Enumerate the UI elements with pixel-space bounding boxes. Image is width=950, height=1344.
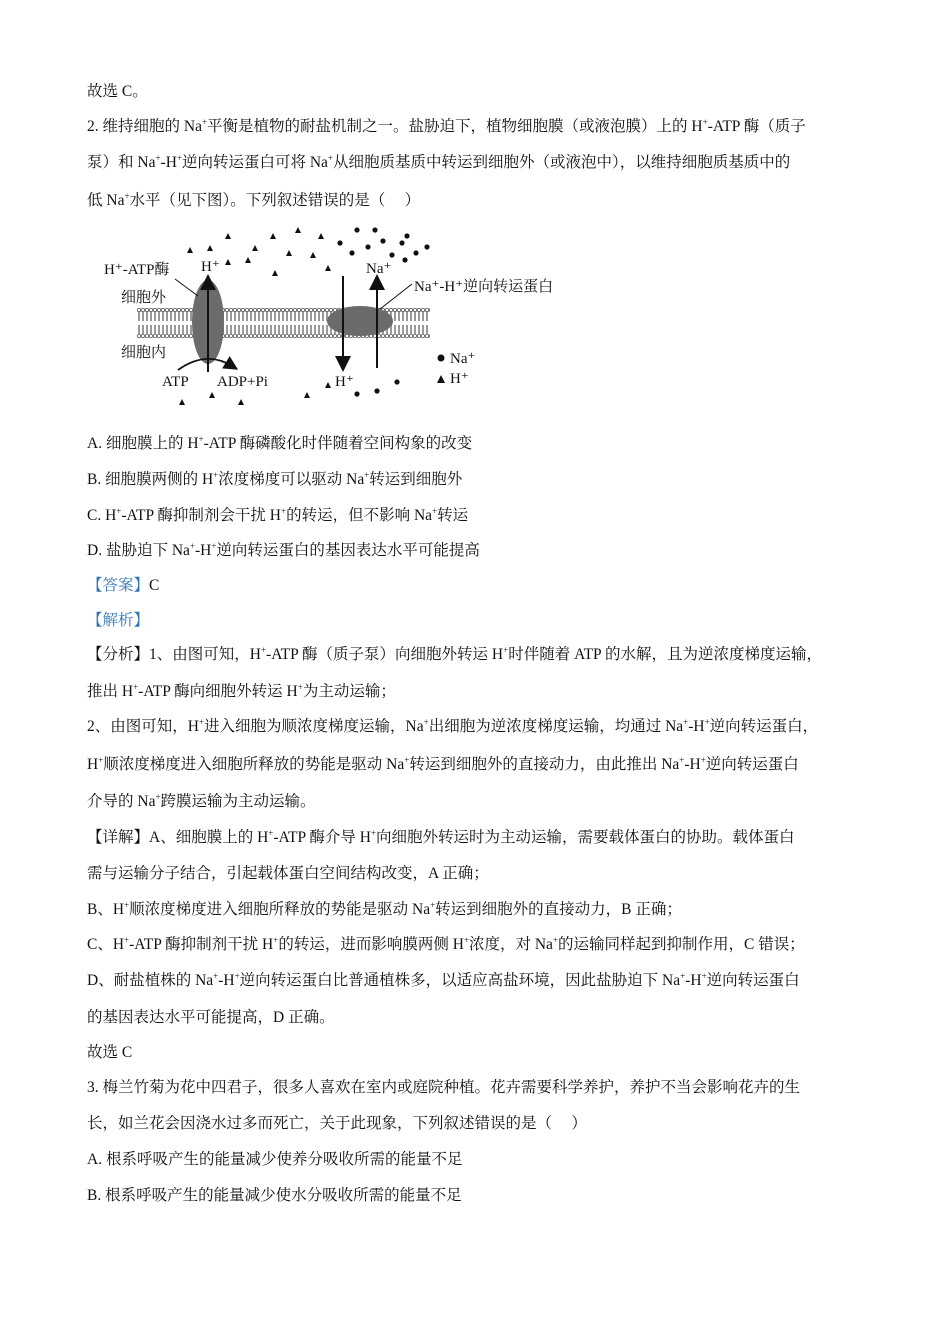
text-segment: + — [211, 541, 217, 551]
text-segment: 逆向转运蛋白可将 Na — [181, 154, 328, 171]
text-segment: + — [503, 645, 509, 655]
text-segment: H — [87, 756, 99, 773]
text-segment: -H — [684, 756, 701, 773]
text-segment: + — [260, 645, 267, 655]
enzyme-leader-line — [175, 279, 198, 296]
text-segment: + — [280, 506, 287, 516]
text-segment: 逆向转运蛋白的基因表达水平可能提高 — [216, 542, 480, 559]
text-segment: 平衡是植物的耐盐机制之一。盐胁迫下，植物细胞膜（或液泡膜）上的 H — [207, 118, 703, 135]
text-segment: + — [155, 153, 161, 163]
text-segment: + — [423, 717, 429, 727]
text-segment: -ATP 酶抑制剂干扰 H — [129, 936, 274, 953]
h-bottom-label: H⁺ — [335, 374, 354, 390]
text-segment: 浓度梯度可以驱动 Na — [218, 471, 365, 488]
text-segment: B. 根系呼吸产生的能量减少使水分吸收所需的能量不足 — [87, 1187, 462, 1204]
text-segment: 跨膜运输为主动运输。 — [160, 793, 316, 810]
h-ion-triangle — [225, 259, 231, 265]
text-segment: 介导的 Na — [87, 793, 156, 810]
text-segment: 从细胞质基质中转运到细胞外（或液泡中），以维持细胞质基质中的 — [333, 154, 791, 171]
text-segment: + — [198, 717, 205, 727]
text-segment: 故选 C。 — [87, 83, 148, 100]
text-segment: + — [327, 153, 333, 163]
text-segment: 逆向转运蛋白， — [709, 718, 819, 735]
text-segment: + — [213, 470, 219, 480]
text-segment: + — [116, 506, 122, 516]
na-ion-dot — [424, 244, 429, 249]
text-line — [87, 541, 480, 561]
text-line — [87, 1150, 462, 1170]
text-segment: -ATP 酶介导 H — [273, 829, 371, 846]
text-segment: 逆向转运蛋白 — [705, 756, 799, 773]
text-line — [87, 971, 800, 991]
text-segment: 2、由图可知，H — [87, 718, 199, 735]
text-segment: + — [268, 828, 274, 838]
text-segment: 转运到细胞外的直接动力，由此推出 Na — [409, 756, 680, 773]
text-segment: + — [273, 935, 279, 945]
text-segment: C、H — [87, 936, 125, 953]
h-ion-triangle — [270, 233, 276, 239]
h-ion-triangle — [238, 399, 244, 405]
atp-label: ATP — [162, 374, 189, 390]
h-ion-triangle — [272, 270, 278, 276]
h-ion-triangle — [304, 392, 310, 398]
na-ion-dot — [389, 252, 394, 257]
text-line — [87, 792, 316, 812]
na-ion-dot — [365, 244, 370, 249]
na-ion-dot — [354, 391, 359, 396]
h-ion-triangle — [209, 392, 215, 398]
text-line — [87, 900, 682, 920]
h-ion-triangle — [325, 265, 331, 271]
text-line — [87, 717, 818, 737]
h-top-label: H⁺ — [201, 259, 220, 275]
text-line — [87, 434, 472, 454]
h-ion-triangle — [187, 247, 193, 253]
text-line — [87, 682, 396, 702]
antiporter-leader-line — [380, 284, 412, 309]
h-ion-triangle — [245, 257, 251, 263]
text-segment: 的基因表达水平可能提高，D 正确。 — [87, 1009, 335, 1026]
text-segment: B、H — [87, 901, 125, 918]
text-line — [87, 576, 159, 596]
h-ion-triangle — [225, 233, 231, 239]
text-segment: + — [463, 935, 469, 945]
text-segment: 【答案】 — [87, 577, 150, 594]
legend-h-triangle — [437, 375, 445, 383]
text-line — [87, 470, 462, 490]
text-segment: + — [155, 792, 161, 802]
text-segment: + — [552, 935, 558, 945]
text-segment: + — [683, 717, 689, 727]
text-segment: A. 根系呼吸产生的能量减少使养分吸收所需的能量不足 — [87, 1151, 463, 1168]
text-segment: + — [189, 541, 195, 551]
text-line — [87, 828, 795, 848]
text-segment: -H — [194, 542, 212, 559]
text-segment: + — [176, 153, 182, 163]
text-segment: 顺浓度梯度进入细胞所释放的势能是驱动 Na — [103, 756, 405, 773]
h-ion-triangle — [310, 252, 316, 258]
text-line — [87, 935, 805, 955]
text-line — [87, 506, 468, 526]
outside-label: 细胞外 — [121, 290, 167, 306]
text-segment: 【解析】 — [87, 612, 150, 629]
text-segment: + — [432, 506, 438, 516]
text-segment: -ATP 酶（质子泵）向细胞外转运 H — [266, 646, 504, 663]
na-ion-dot — [394, 379, 399, 384]
antiporter-protein — [327, 306, 393, 336]
na-ion-dot — [354, 227, 359, 232]
text-segment: 3. 梅兰竹菊为花中四君子，很多人喜欢在室内或庭院种植。花卉需要科学养护，养护不当会影响花卉的生 — [87, 1079, 801, 1096]
na-top-label: Na⁺ — [366, 261, 392, 277]
na-ion-dot — [404, 233, 409, 238]
text-segment: 的转运，进而影响膜两侧 H — [278, 936, 464, 953]
na-ion-dot — [349, 250, 354, 255]
text-line — [87, 1186, 462, 1206]
text-segment: + — [234, 971, 240, 981]
na-ion-dot — [372, 227, 377, 232]
text-segment: 顺浓度梯度进入细胞所释放的势能是驱动 Na — [129, 901, 431, 918]
text-segment: 转运到细胞外 — [369, 471, 463, 488]
text-segment: + — [213, 971, 219, 981]
text-segment: + — [201, 117, 208, 127]
h-ion-triangle — [295, 227, 301, 233]
adp-label: ADP+Pi — [217, 374, 268, 390]
h-ion-triangle — [318, 233, 324, 239]
h-ion-triangle — [179, 399, 185, 405]
text-segment: -ATP 酶（质子 — [707, 118, 806, 135]
na-ion-dot — [413, 250, 418, 255]
text-line — [87, 1043, 132, 1063]
h-ion-triangle — [207, 245, 213, 251]
h-ion-triangle — [286, 250, 292, 256]
text-segment: 进入细胞为顺浓度梯度运输，Na — [204, 718, 424, 735]
text-line — [87, 1078, 800, 1098]
text-segment: + — [124, 935, 130, 945]
text-segment: + — [198, 434, 204, 444]
inside-label: 细胞内 — [121, 345, 167, 361]
text-segment: 逆向转运蛋白比普通植株多，以适应高盐环境，因此盐胁迫下 Na — [239, 972, 681, 989]
text-segment: 【详解】A、细胞膜上的 H — [87, 829, 269, 846]
text-segment: 低 Na — [87, 192, 125, 209]
text-segment: + — [124, 900, 130, 910]
membrane-transport-diagram — [0, 0, 950, 420]
text-line — [87, 611, 149, 631]
legend-h-label: H⁺ — [450, 371, 469, 387]
text-segment: 泵）和 Na — [87, 154, 156, 171]
text-segment: 向细胞外转运时为主动运输，需要载体蛋白的协助。载体蛋白 — [376, 829, 795, 846]
text-line — [87, 755, 799, 775]
na-ion-dot — [374, 388, 379, 393]
text-line — [87, 1008, 335, 1028]
text-segment: -ATP 酶抑制剂会干扰 H — [121, 507, 281, 524]
text-segment: 故选 C — [87, 1044, 133, 1061]
text-segment: 推出 H — [87, 683, 134, 700]
text-segment: + — [679, 755, 685, 765]
text-segment: + — [124, 191, 130, 201]
text-segment: + — [133, 682, 139, 692]
text-line — [87, 645, 822, 665]
text-segment: 2. 维持细胞的 Na — [87, 118, 202, 135]
text-segment: D、耐盐植株的 Na — [87, 972, 214, 989]
text-segment: 为主动运输； — [302, 683, 396, 700]
legend-na-label: Na⁺ — [450, 351, 476, 367]
na-ion-dot — [337, 240, 342, 245]
text-segment: 逆向转运蛋白 — [706, 972, 800, 989]
text-segment: 需与运输分子结合，引起载体蛋白空间结构改变，A 正确； — [87, 865, 489, 882]
text-segment: -ATP 酶磷酸化时伴随着空间构象的改变 — [203, 435, 473, 452]
na-ion-dot — [380, 238, 385, 243]
na-ion-dot — [399, 240, 404, 245]
text-segment: C — [149, 577, 160, 594]
text-segment: + — [702, 117, 708, 127]
text-segment: -H — [685, 972, 702, 989]
text-segment: + — [370, 828, 377, 838]
text-segment: D. 盐胁迫下 Na — [87, 542, 190, 559]
text-segment: + — [98, 755, 104, 765]
h-ion-triangle — [252, 245, 258, 251]
text-segment: A. 细胞膜上的 H — [87, 435, 199, 452]
enzyme-label: H⁺-ATP酶 — [104, 262, 170, 278]
text-segment: 时伴随着 ATP 的水解，且为逆浓度梯度运输， — [508, 646, 822, 663]
text-segment: 长，如兰花会因浇水过多而死亡，关于此现象，下列叙述错误的是（ ） — [87, 1115, 587, 1132]
text-segment: 出细胞为逆浓度梯度运输，均通过 Na — [428, 718, 684, 735]
text-segment: -H — [688, 718, 705, 735]
text-segment: + — [430, 900, 436, 910]
text-segment: 的运输同样起到抑制作用，C 错误； — [558, 936, 805, 953]
text-segment: 浓度，对 Na — [468, 936, 553, 953]
text-segment: + — [297, 682, 303, 692]
na-ion-dot — [402, 257, 407, 262]
text-line — [87, 1114, 587, 1134]
text-segment: + — [700, 755, 706, 765]
text-segment: -H — [160, 154, 177, 171]
text-segment: 转运 — [437, 507, 469, 524]
h-ion-triangle — [325, 382, 331, 388]
text-segment: C. H — [87, 507, 117, 524]
text-segment: -H — [218, 972, 235, 989]
text-segment: + — [364, 470, 370, 480]
text-segment: + — [680, 971, 686, 981]
text-segment: 水平（见下图）。下列叙述错误的是（ ） — [129, 192, 421, 209]
text-segment: 【分析】1、由图可知，H — [87, 646, 261, 663]
legend-na-dot — [438, 355, 445, 362]
antiporter-label: Na⁺-H⁺逆向转运蛋白 — [414, 279, 554, 295]
text-segment: + — [704, 717, 710, 727]
text-segment: + — [404, 755, 410, 765]
text-line — [87, 864, 489, 884]
text-segment: -ATP 酶向细胞外转运 H — [138, 683, 298, 700]
text-segment: 的转运，但不影响 Na — [286, 507, 433, 524]
text-segment: + — [701, 971, 707, 981]
text-segment: 转运到细胞外的直接动力，B 正确； — [435, 901, 682, 918]
text-segment: B. 细胞膜两侧的 H — [87, 471, 214, 488]
